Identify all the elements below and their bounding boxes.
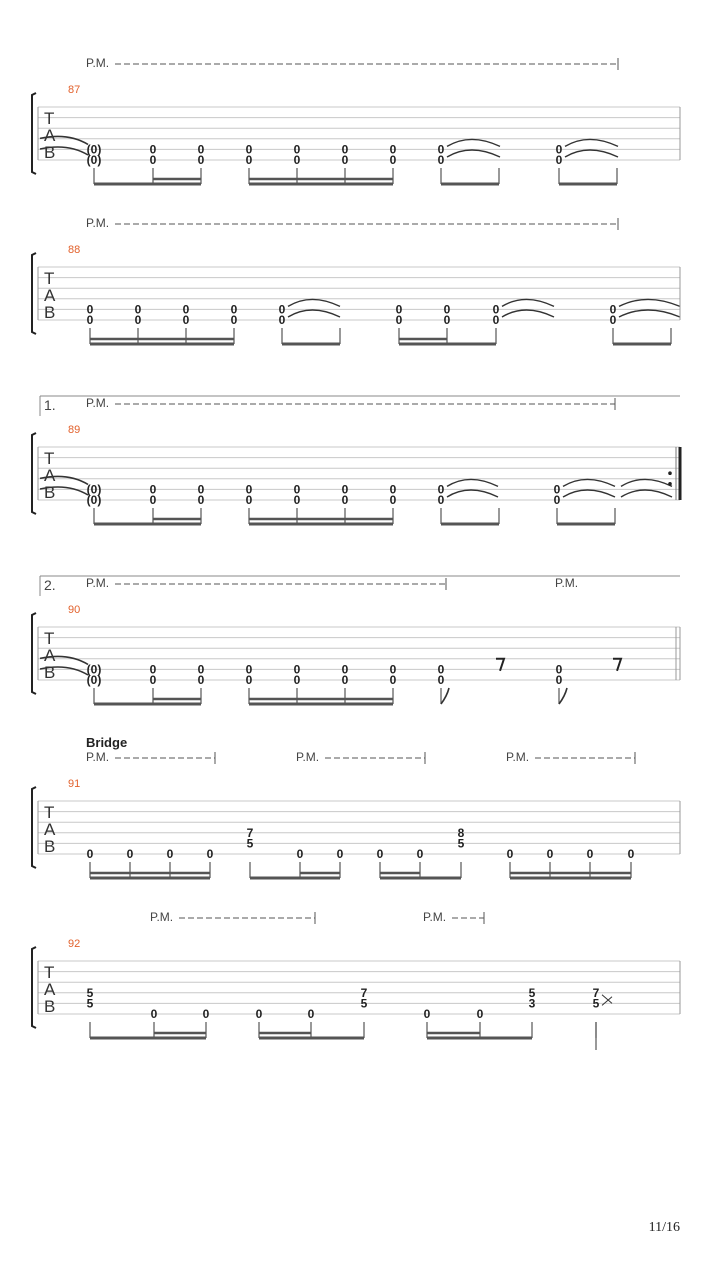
- fret-number: 0: [182, 302, 190, 317]
- fret-number: 0: [206, 847, 214, 861]
- fret-number: 0: [149, 493, 157, 507]
- fret-number: 0: [389, 482, 397, 497]
- fret-number: 0: [443, 302, 451, 317]
- tab-letter-a: A: [44, 820, 56, 839]
- fret-number: 0: [389, 493, 397, 507]
- palm-mute-label: P.M.: [86, 216, 110, 230]
- tie-arc: [447, 139, 500, 146]
- fret-number: 0: [555, 153, 563, 167]
- measure-number: 90: [68, 604, 81, 616]
- slide-line: [602, 995, 612, 1004]
- fret-number: 0: [437, 673, 445, 687]
- fret-number: 0: [182, 313, 190, 327]
- fret-number: 0: [307, 1007, 315, 1021]
- tab-letter-t: T: [44, 269, 55, 288]
- fret-number: 0: [134, 313, 142, 327]
- fret-number: 0: [553, 493, 561, 507]
- tie-arc: [619, 299, 680, 306]
- fret-number: 0: [437, 493, 445, 507]
- fret-number: 0: [341, 153, 349, 167]
- fret-number: 0: [134, 302, 142, 317]
- fret-number: 0: [293, 142, 301, 157]
- fret-number: 0: [149, 662, 157, 677]
- palm-mute-label: P.M.: [296, 750, 320, 764]
- fret-number: 0: [389, 662, 397, 677]
- measure-number: 89: [68, 424, 81, 436]
- volta-label: 1.: [44, 397, 56, 413]
- fret-number: 0: [437, 142, 445, 157]
- measure-number: 88: [68, 244, 81, 256]
- tie-arc: [447, 479, 498, 486]
- palm-mute-label: P.M.: [86, 56, 110, 70]
- fret-number: (0): [86, 142, 102, 157]
- fret-number: 0: [553, 482, 561, 497]
- tab-letter-b: B: [44, 997, 56, 1016]
- fret-number: 0: [278, 313, 286, 327]
- fret-number: 0: [202, 1007, 210, 1021]
- tie-arc: [288, 299, 340, 306]
- fret-number: 0: [555, 673, 563, 687]
- fret-number: 0: [627, 847, 635, 861]
- fret-number: 7: [246, 825, 254, 840]
- fret-number: 0: [86, 847, 94, 861]
- fret-number: 0: [423, 1007, 431, 1021]
- fret-number: 0: [336, 847, 344, 861]
- fret-number: 0: [255, 1007, 263, 1021]
- fret-number: 0: [149, 482, 157, 497]
- tie-arc: [502, 310, 554, 317]
- fret-number: 0: [437, 662, 445, 677]
- tie-arc: [565, 139, 618, 146]
- fret-number: 0: [443, 313, 451, 327]
- fret-number: 0: [341, 142, 349, 157]
- fret-number: 0: [245, 493, 253, 507]
- tab-letter-b: B: [44, 483, 56, 502]
- fret-number: 0: [197, 493, 205, 507]
- tab-letter-b: B: [44, 837, 56, 856]
- fret-number: 0: [293, 673, 301, 687]
- tie-arc: [621, 490, 672, 497]
- repeat-dot: [668, 482, 672, 486]
- fret-number: 0: [492, 313, 500, 327]
- fret-number: (0): [86, 673, 102, 687]
- fret-number: 0: [389, 153, 397, 167]
- tab-letter-a: A: [44, 980, 56, 999]
- tie-arc: [565, 150, 618, 157]
- palm-mute-label: P.M.: [506, 750, 530, 764]
- fret-number: 0: [197, 673, 205, 687]
- fret-number: 0: [245, 662, 253, 677]
- system-bracket: [32, 433, 36, 514]
- fret-number: 3: [528, 996, 536, 1011]
- fret-number: 0: [230, 302, 238, 317]
- fret-number: 0: [197, 482, 205, 497]
- fret-number: 0: [245, 153, 253, 167]
- tie-arc: [563, 490, 615, 497]
- fret-number: 0: [546, 847, 554, 861]
- fret-number: 0: [245, 482, 253, 497]
- measure-number: 87: [68, 84, 81, 96]
- fret-number: 0: [230, 313, 238, 327]
- system-bracket: [32, 947, 36, 1028]
- palm-mute-label: P.M.: [555, 576, 579, 590]
- note-flag: [441, 688, 449, 704]
- fret-number: 0: [293, 493, 301, 507]
- tie-arc: [502, 299, 554, 306]
- fret-number: (0): [86, 662, 102, 677]
- fret-number: 0: [86, 302, 94, 317]
- fret-number: 0: [341, 662, 349, 677]
- fret-number: 0: [492, 302, 500, 317]
- fret-number: 0: [296, 847, 304, 861]
- measure-number: 91: [68, 778, 81, 790]
- tie-arc: [619, 310, 680, 317]
- fret-number: 0: [341, 673, 349, 687]
- system-bracket: [32, 787, 36, 868]
- fret-number: 7: [360, 985, 368, 1000]
- fret-number: 0: [395, 313, 403, 327]
- fret-number: 0: [149, 673, 157, 687]
- fret-number: 0: [555, 142, 563, 157]
- tab-letter-t: T: [44, 449, 55, 468]
- fret-number: 0: [586, 847, 594, 861]
- palm-mute-label: P.M.: [150, 910, 174, 924]
- fret-number: (0): [86, 153, 102, 167]
- fret-number: 5: [246, 836, 254, 851]
- measure-number: 92: [68, 938, 81, 950]
- fret-number: 5: [592, 996, 600, 1011]
- fret-number: 0: [506, 847, 514, 861]
- fret-number: 0: [389, 673, 397, 687]
- fret-number: 5: [528, 985, 536, 1000]
- fret-number: 0: [416, 847, 424, 861]
- system-bracket: [32, 253, 36, 334]
- fret-number: 0: [389, 142, 397, 157]
- tie-arc: [447, 490, 498, 497]
- page-number: 11/16: [648, 1220, 680, 1235]
- tab-letter-b: B: [44, 303, 56, 322]
- fret-number: 0: [293, 482, 301, 497]
- fret-number: 0: [609, 313, 617, 327]
- slide-line: [602, 997, 612, 1006]
- fret-number: 5: [86, 996, 94, 1011]
- fret-number: 0: [278, 302, 286, 317]
- repeat-dot: [668, 471, 672, 475]
- fret-number: 0: [245, 142, 253, 157]
- fret-number: 7: [592, 985, 600, 1000]
- fret-number: 8: [457, 825, 465, 840]
- fret-number: 0: [86, 313, 94, 327]
- fret-number: 0: [245, 673, 253, 687]
- fret-number: 0: [126, 847, 134, 861]
- fret-number: 0: [609, 302, 617, 317]
- tab-letter-t: T: [44, 109, 55, 128]
- note-flag: [559, 688, 567, 704]
- volta-label: 2.: [44, 577, 56, 593]
- tab-letter-t: T: [44, 803, 55, 822]
- fret-number: 0: [166, 847, 174, 861]
- tie-arc: [563, 479, 615, 486]
- fret-number: 0: [149, 153, 157, 167]
- fret-number: 5: [457, 836, 465, 851]
- tab-letter-a: A: [44, 646, 56, 665]
- tab-letter-b: B: [44, 663, 56, 682]
- tab-letter-b: B: [44, 143, 56, 162]
- section-label-bridge: Bridge: [86, 735, 128, 750]
- fret-number: 0: [341, 482, 349, 497]
- fret-number: 0: [197, 662, 205, 677]
- tab-letter-a: A: [44, 126, 56, 145]
- tie-arc: [447, 150, 500, 157]
- system-bracket: [32, 93, 36, 174]
- tab-letter-a: A: [44, 466, 56, 485]
- system-bracket: [32, 613, 36, 694]
- fret-number: 5: [360, 996, 368, 1011]
- fret-number: (0): [86, 493, 102, 507]
- palm-mute-label: P.M.: [86, 576, 110, 590]
- tab-letter-t: T: [44, 629, 55, 648]
- fret-number: 5: [86, 985, 94, 1000]
- fret-number: (0): [86, 482, 102, 497]
- fret-number: 0: [395, 302, 403, 317]
- fret-number: 0: [341, 493, 349, 507]
- tie-arc: [621, 479, 672, 486]
- fret-number: 0: [437, 153, 445, 167]
- palm-mute-label: P.M.: [86, 396, 110, 410]
- fret-number: 0: [197, 153, 205, 167]
- tab-letter-t: T: [44, 963, 55, 982]
- fret-number: 0: [293, 662, 301, 677]
- fret-number: 0: [150, 1007, 158, 1021]
- fret-number: 0: [555, 662, 563, 677]
- tie-arc: [288, 310, 340, 317]
- fret-number: 0: [437, 482, 445, 497]
- tab-letter-a: A: [44, 286, 56, 305]
- fret-number: 0: [476, 1007, 484, 1021]
- fret-number: 0: [293, 153, 301, 167]
- palm-mute-label: P.M.: [423, 910, 447, 924]
- fret-number: 0: [149, 142, 157, 157]
- fret-number: 0: [376, 847, 384, 861]
- fret-number: 0: [197, 142, 205, 157]
- palm-mute-label: P.M.: [86, 750, 110, 764]
